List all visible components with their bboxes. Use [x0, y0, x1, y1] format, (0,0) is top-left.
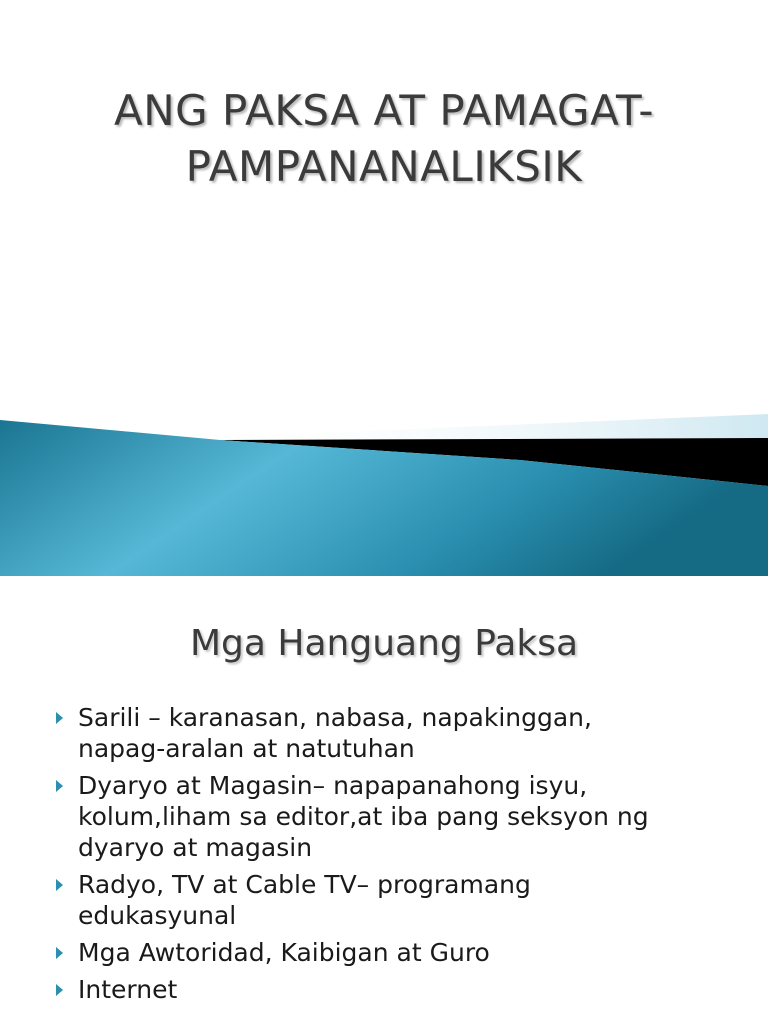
bullet-item — [52, 974, 742, 1005]
bullet-text-line: Mga Awtoridad, Kaibigan at Guro — [78, 938, 490, 967]
bullet-text-line: edukasyunal — [78, 901, 237, 930]
bullet-text-line: Dyaryo at Magasin– napapanahong isyu, — [78, 771, 588, 800]
triangle-right-icon — [56, 879, 63, 891]
bullet-list — [52, 702, 742, 1011]
bullet-text-line: Sarili – karanasan, nabasa, napakinggan, — [78, 703, 592, 732]
triangle-right-icon — [56, 780, 63, 792]
bullet-text-line: Radyo, TV at Cable TV– programang — [78, 870, 531, 899]
title-line-1: ANG PAKSA AT PAMAGAT- — [113, 86, 655, 135]
bullet-text-line: Internet — [78, 975, 178, 1004]
decorative-banner — [0, 400, 768, 576]
triangle-right-icon — [56, 984, 63, 996]
title-line-2: PAMPANANALIKSIK — [185, 142, 583, 191]
bullet-item — [52, 869, 742, 931]
slide-heading: Mga Hanguang Paksa — [189, 623, 579, 664]
content-slide — [0, 576, 768, 1024]
bullet-text-line: napag-aralan at natutuhan — [78, 734, 415, 763]
triangle-right-icon — [56, 712, 63, 724]
triangle-right-icon — [56, 947, 63, 959]
bullet-item — [52, 770, 742, 863]
slide-title — [0, 83, 768, 195]
bullet-item — [52, 702, 742, 764]
bullet-item — [52, 937, 742, 968]
bullet-text-line: dyaryo at magasin — [78, 833, 313, 862]
banner-pale-stripe — [200, 414, 768, 440]
bullet-text-line: kolum,liham sa editor,at iba pang seksyon ng — [78, 802, 649, 831]
